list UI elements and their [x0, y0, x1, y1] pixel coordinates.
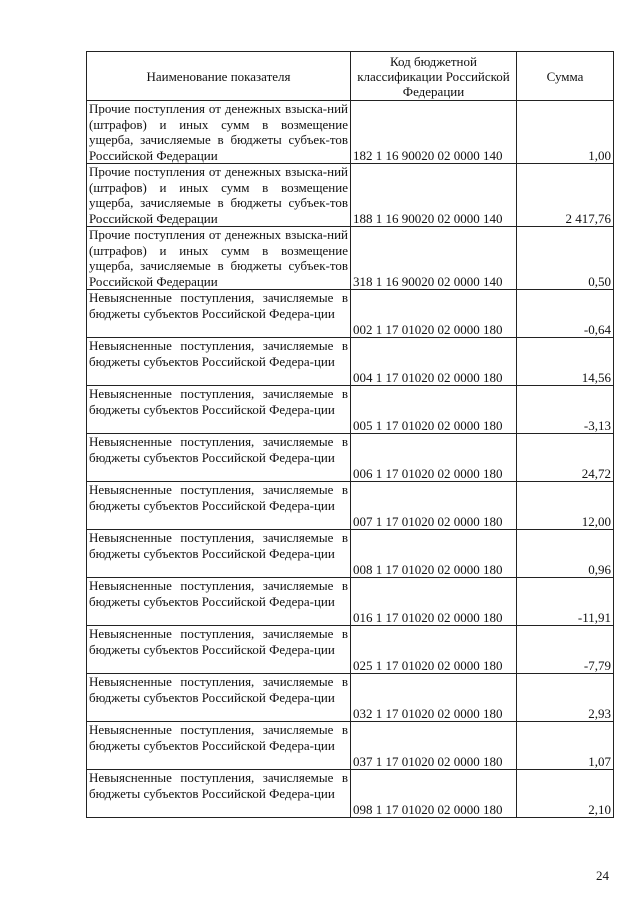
indicator-name-cell: Невыясненные поступления, зачисляемые в бюджеты субъектов Российской Федера-ции	[87, 674, 351, 722]
budget-code-cell: 004 1 17 01020 02 0000 180	[351, 338, 517, 386]
table-row	[87, 101, 614, 164]
budget-code-cell: 008 1 17 01020 02 0000 180	[351, 530, 517, 578]
sum-cell: -0,64	[517, 290, 614, 338]
indicator-name-cell: Невыясненные поступления, зачисляемые в бюджеты субъектов Российской Федера-ции	[87, 530, 351, 578]
header-indicator-name: Наименование показателя	[87, 52, 351, 101]
table-row	[87, 530, 614, 578]
budget-revenue-table	[86, 51, 614, 818]
sum-cell: 14,56	[517, 338, 614, 386]
indicator-name-cell: Невыясненные поступления, зачисляемые в бюджеты субъектов Российской Федера-ции	[87, 386, 351, 434]
sum-cell: -3,13	[517, 386, 614, 434]
table-row	[87, 386, 614, 434]
sum-cell: 12,00	[517, 482, 614, 530]
indicator-name-cell: Невыясненные поступления, зачисляемые в бюджеты субъектов Российской Федера-ции	[87, 338, 351, 386]
page-number: 24	[596, 868, 609, 883]
budget-code-cell: 025 1 17 01020 02 0000 180	[351, 626, 517, 674]
table-row	[87, 674, 614, 722]
budget-code-cell: 182 1 16 90020 02 0000 140	[351, 101, 517, 164]
sum-cell: 2 417,76	[517, 164, 614, 227]
table-row	[87, 482, 614, 530]
indicator-name-cell: Невыясненные поступления, зачисляемые в бюджеты субъектов Российской Федера-ции	[87, 482, 351, 530]
budget-code-cell: 037 1 17 01020 02 0000 180	[351, 722, 517, 770]
table-row	[87, 578, 614, 626]
indicator-name-cell: Прочие поступления от денежных взыска-ний (штрафов) и иных сумм в возмещение ущерба, зачисляемые в бюджеты субъек-тов Российской Федерации	[87, 164, 351, 227]
table-row	[87, 770, 614, 818]
sum-cell: 0,50	[517, 227, 614, 290]
sum-cell: 24,72	[517, 434, 614, 482]
table-header-row	[87, 52, 614, 101]
indicator-name-cell: Прочие поступления от денежных взыска-ний (штрафов) и иных сумм в возмещение ущерба, зачисляемые в бюджеты субъек-тов Российской Федерации	[87, 101, 351, 164]
table-row	[87, 338, 614, 386]
indicator-name-cell: Прочие поступления от денежных взыска-ний (штрафов) и иных сумм в возмещение ущерба, зачисляемые в бюджеты субъек-тов Российской Федерации	[87, 227, 351, 290]
budget-code-cell: 007 1 17 01020 02 0000 180	[351, 482, 517, 530]
table-row	[87, 290, 614, 338]
budget-code-cell: 032 1 17 01020 02 0000 180	[351, 674, 517, 722]
budget-code-cell: 006 1 17 01020 02 0000 180	[351, 434, 517, 482]
sum-cell: -11,91	[517, 578, 614, 626]
sum-cell: 0,96	[517, 530, 614, 578]
table-row	[87, 164, 614, 227]
budget-code-cell: 318 1 16 90020 02 0000 140	[351, 227, 517, 290]
table-row	[87, 626, 614, 674]
sum-cell: 1,07	[517, 722, 614, 770]
budget-code-cell: 188 1 16 90020 02 0000 140	[351, 164, 517, 227]
table-row	[87, 227, 614, 290]
indicator-name-cell: Невыясненные поступления, зачисляемые в бюджеты субъектов Российской Федера-ции	[87, 434, 351, 482]
indicator-name-cell: Невыясненные поступления, зачисляемые в бюджеты субъектов Российской Федера-ции	[87, 290, 351, 338]
budget-code-cell: 005 1 17 01020 02 0000 180	[351, 386, 517, 434]
sum-cell: 1,00	[517, 101, 614, 164]
indicator-name-cell: Невыясненные поступления, зачисляемые в бюджеты субъектов Российской Федера-ции	[87, 722, 351, 770]
header-sum: Сумма	[517, 52, 614, 101]
sum-cell: 2,93	[517, 674, 614, 722]
budget-code-cell: 002 1 17 01020 02 0000 180	[351, 290, 517, 338]
indicator-name-cell: Невыясненные поступления, зачисляемые в бюджеты субъектов Российской Федера-ции	[87, 578, 351, 626]
table-row	[87, 434, 614, 482]
sum-cell: 2,10	[517, 770, 614, 818]
budget-code-cell: 016 1 17 01020 02 0000 180	[351, 578, 517, 626]
budget-code-cell: 098 1 17 01020 02 0000 180	[351, 770, 517, 818]
table-row	[87, 722, 614, 770]
header-budget-code: Код бюджетной классификации Российской Федерации	[351, 52, 517, 101]
indicator-name-cell: Невыясненные поступления, зачисляемые в бюджеты субъектов Российской Федера-ции	[87, 626, 351, 674]
indicator-name-cell: Невыясненные поступления, зачисляемые в бюджеты субъектов Российской Федера-ции	[87, 770, 351, 818]
sum-cell: -7,79	[517, 626, 614, 674]
